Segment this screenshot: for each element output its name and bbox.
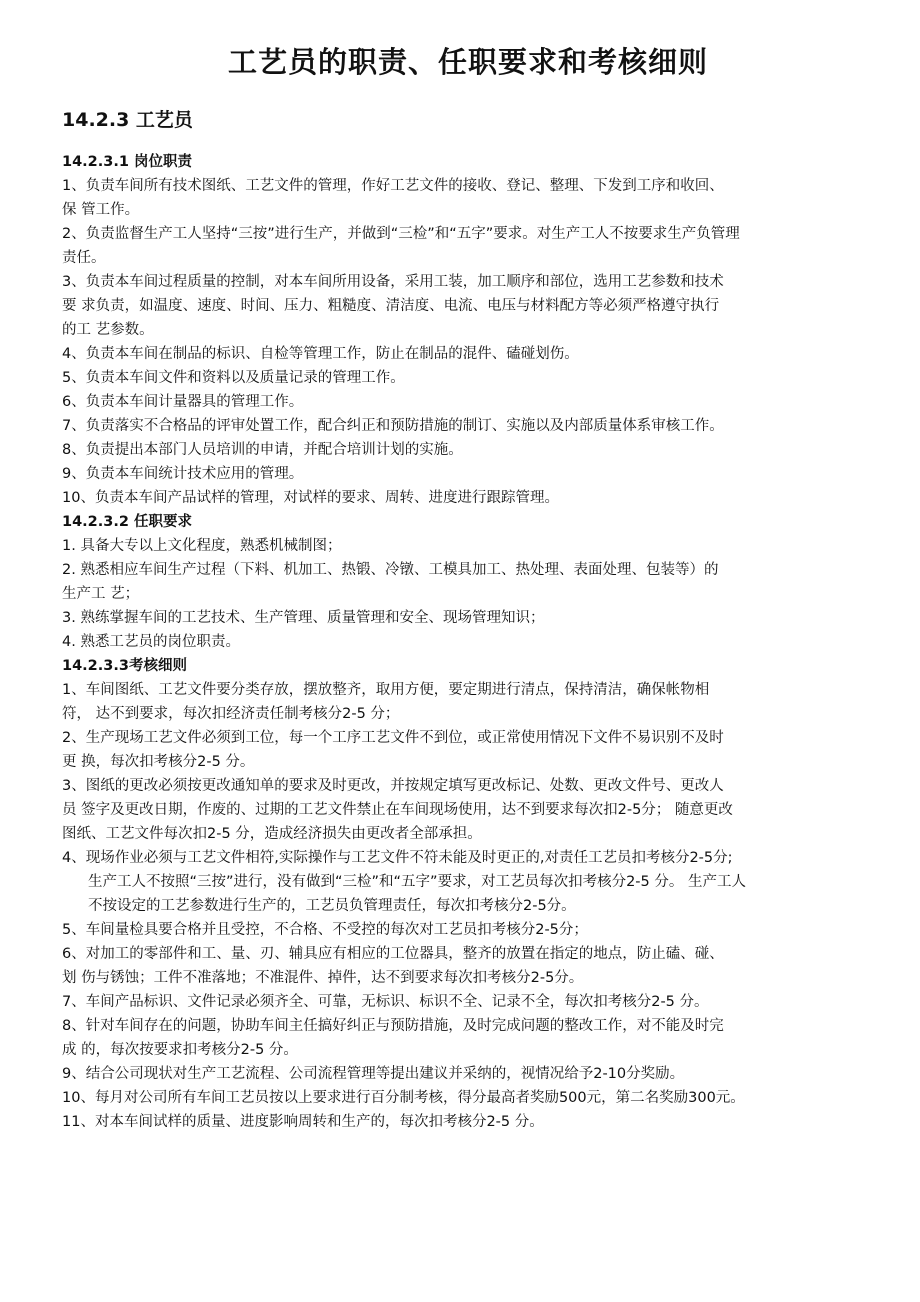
paragraph-line: 1. 具备大专以上文化程度，熟悉机械制图； [62, 538, 342, 554]
paragraph-line: 的工 艺参数。 [62, 322, 154, 338]
paragraph-line: 2、生产现场工艺文件必须到工位，每一个工序工艺文件不到位，或正常使用情况下文件不易识别不及时 [62, 730, 724, 746]
paragraph-line: 3. 熟练掌握车间的工艺技术、生产管理、质量管理和安全、现场管理知识； [62, 610, 545, 626]
paragraph-line: 要 求负责，如温度、速度、时间、压力、粗糙度、清洁度、电流、电压与材料配方等必须严格遵守执行 [62, 298, 720, 314]
paragraph-line: 6、对加工的零部件和工、量、刃、辅具应有相应的工位器具，整齐的放置在指定的地点，防止磕、碰、 [62, 946, 724, 962]
paragraph-line: 保 管工作。 [62, 202, 140, 218]
paragraph-line: 2、负责监督生产工人坚持“三按”进行生产，并做到“三检”和“五字”要求。对生产工人不按要求生产负管理 [62, 226, 740, 242]
paragraph-line: 10、负责本车间产品试样的管理，对试样的要求、周转、进度进行跟踪管理。 [62, 490, 559, 506]
paragraph-line: 生产工 艺； [62, 586, 140, 602]
paragraph-line: 划 伤与锈蚀；工件不准落地；不准混件、掉件，达不到要求每次扣考核分2-5分。 [62, 970, 584, 986]
paragraph-line: 1、车间图纸、工艺文件要分类存放，摆放整齐，取用方便，要定期进行清点，保持清洁，确保帐物相 [62, 682, 710, 698]
subsection-heading-requirements: 14.2.3.2 任职要求 [62, 514, 193, 530]
section-heading: 14.2.3 工艺员 [62, 109, 193, 131]
paragraph-line: 符， 达不到要求，每次扣经济责任制考核分2-5 分； [62, 706, 400, 722]
paragraph-line: 成 的，每次按要求扣考核分2-5 分。 [62, 1042, 298, 1058]
paragraph-line: 5、车间量检具要合格并且受控，不合格、不受控的每次对工艺员扣考核分2-5分； [62, 922, 588, 938]
paragraph-line: 7、负责落实不合格品的评审处置工作，配合纠正和预防措施的制订、实施以及内部质量体系审核工作。 [62, 418, 724, 434]
paragraph-line: 不按设定的工艺参数进行生产的，工艺员负管理责任，每次扣考核分2-5分。 [88, 898, 576, 914]
paragraph-line: 6、负责本车间计量器具的管理工作。 [62, 394, 304, 410]
paragraph-line: 4、负责本车间在制品的标识、自检等管理工作，防止在制品的混件、磕碰划伤。 [62, 346, 579, 362]
paragraph-line: 4、现场作业必须与工艺文件相符,实际操作与工艺文件不符未能及时更正的,对责任工艺员扣考核分2-5分; [62, 850, 733, 866]
paragraph-line: 图纸、工艺文件每次扣2-5 分，造成经济损失由更改者全部承担。 [62, 826, 482, 842]
paragraph-line: 生产工人不按照“三按”进行，没有做到“三检”和“五字”要求，对工艺员每次扣考核分2-5 分。 生产工人 [88, 874, 746, 890]
section-duties [62, 150, 874, 510]
document-page [62, 38, 874, 1134]
section-assessment [62, 654, 874, 1134]
paragraph-line: 员 签字及更改日期，作废的、过期的工艺文件禁止在车间现场使用，达不到要求每次扣2-5分； 随意更改 [62, 802, 733, 818]
paragraph-line: 9、负责本车间统计技术应用的管理。 [62, 466, 304, 482]
paragraph-line: 更 换，每次扣考核分2-5 分。 [62, 754, 255, 770]
subsection-heading-duties: 14.2.3.1 岗位职责 [62, 154, 193, 170]
paragraph-line: 5、负责本车间文件和资料以及质量记录的管理工作。 [62, 370, 405, 386]
subsection-heading-assessment: 14.2.3.3考核细则 [62, 658, 187, 674]
document-title: 工艺员的职责、任职要求和考核细则 [227, 45, 708, 79]
paragraph-line: 3、负责本车间过程质量的控制，对本车间所用设备，采用工装，加工顺序和部位，选用工艺参数和技术 [62, 274, 724, 290]
paragraph-line: 7、车间产品标识、文件记录必须齐全、可靠，无标识、标识不全、记录不全，每次扣考核分2-5 分。 [62, 994, 709, 1010]
paragraph-line: 2. 熟悉相应车间生产过程（下料、机加工、热锻、冷镦、工模具加工、热处理、表面处理、包装等）的 [62, 562, 719, 578]
paragraph-line: 责任。 [62, 250, 106, 266]
paragraph-line: 3、图纸的更改必须按更改通知单的要求及时更改，并按规定填写更改标记、处数、更改文件号、更改人 [62, 778, 724, 794]
paragraph-line: 1、负责车间所有技术图纸、工艺文件的管理，作好工艺文件的接收、登记、整理、下发到工序和收回、 [62, 178, 724, 194]
paragraph-line: 8、针对车间存在的问题，协助车间主任搞好纠正与预防措施，及时完成问题的整改工作，对不能及时完 [62, 1018, 724, 1034]
paragraph-line: 9、结合公司现状对生产工艺流程、公司流程管理等提出建议并采纳的，视情况给予2-10分奖励。 [62, 1066, 685, 1082]
paragraph-line: 4. 熟悉工艺员的岗位职责。 [62, 634, 240, 650]
section-requirements [62, 510, 874, 654]
paragraph-line: 8、负责提出本部门人员培训的申请，并配合培训计划的实施。 [62, 442, 463, 458]
paragraph-line: 11、对本车间试样的质量、进度影响周转和生产的，每次扣考核分2-5 分。 [62, 1114, 544, 1130]
paragraph-line: 10、每月对公司所有车间工艺员按以上要求进行百分制考核，得分最高者奖励500元，第二名奖励300元。 [62, 1090, 745, 1106]
